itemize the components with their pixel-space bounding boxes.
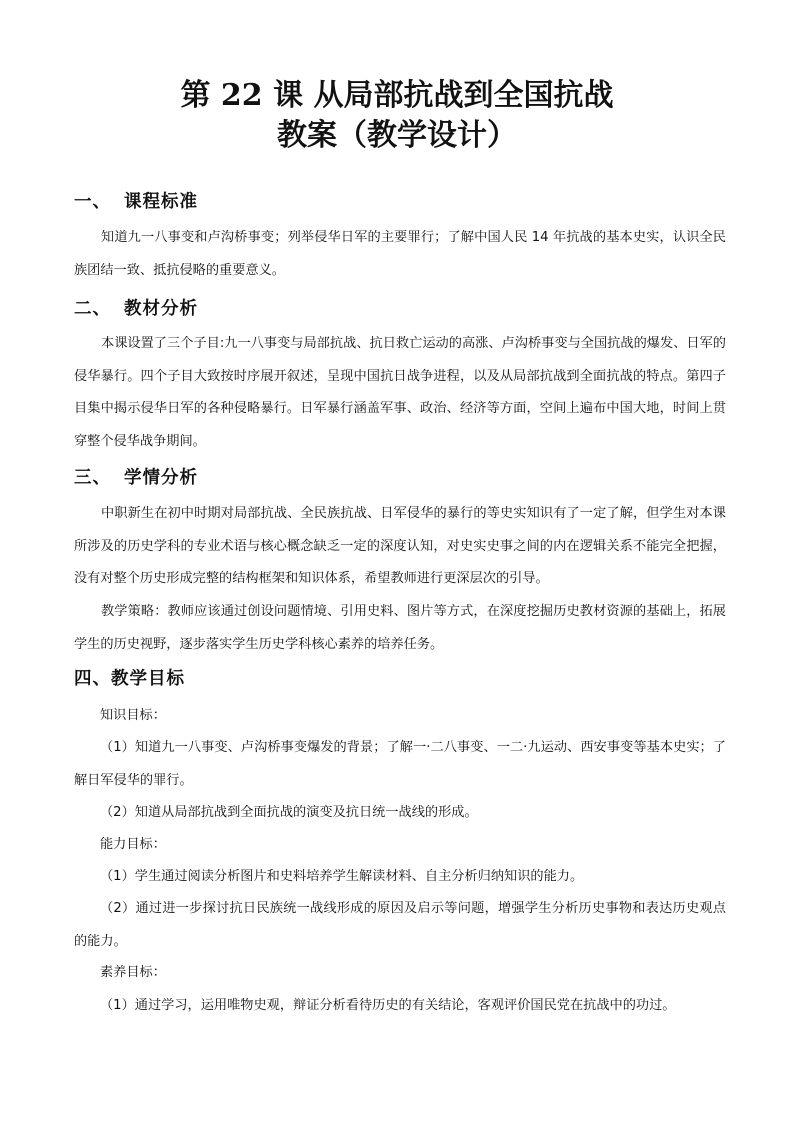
section-number: 三、: [74, 468, 111, 488]
literacy-objective-item: （1）通过学习，运用唯物史观，辩证分析看待历史的有关结论，客观评价国民党在抗战中的功过。: [100, 998, 676, 1013]
strategy-paragraph: 教学策略：教师应该通过创设问题情境、引用史料、图片等方式，在深度挖掘历史教材资源的基础上，拓展学生的历史视野，逐步落实学生历史学科核心素养的培养任务。: [74, 604, 726, 652]
literacy-objectives-label: 素养目标：: [100, 965, 166, 980]
ability-objectives-label: 能力目标：: [100, 837, 166, 852]
section-title: 学情分析: [124, 468, 198, 488]
textbook-paragraph: 本课设置了三个子目:九一八事变与局部抗战、抗日救亡运动的高涨、卢沟桥事变与全国抗战的爆发、日军的侵华暴行。四个子目大致按时序展开叙述，呈现中国抗日战争进程，以及从局部抗战到全面抗战的特点。第四子目集中揭示侵华日军的各种侵略暴行。日军暴行涵盖军事、政治、经济等方面，空间上遍布中国大地，时间上贯穿整个侵华战争期间。: [74, 336, 726, 449]
section-title: 四、教学目标: [74, 669, 185, 689]
lesson-title: 第 22 课 从局部抗战到全国抗战: [180, 78, 614, 113]
section-title: 教材分析: [124, 299, 198, 319]
curriculum-paragraph: 知道九一八事变和卢沟桥事变；列举侵华日军的主要罪行；了解中国人民 14 年抗战的基本史实，认识全民族团结一致、抵抗侵略的重要意义。: [74, 230, 726, 278]
ability-objective-item: （1）学生通过阅读分析图片和史料培养学生解读材料、自主分析归纳知识的能力。: [100, 869, 584, 884]
knowledge-objectives-label: 知识目标：: [100, 708, 166, 723]
section-number: 一、: [74, 192, 111, 212]
section-heading-students: [74, 466, 198, 490]
section-heading-textbook: [74, 297, 198, 321]
knowledge-objective-item: （1）知道九一八事变、卢沟桥事变爆发的背景；了解一·二八事变、一二·九运动、西安事变等基本史实；了解日军侵华的罪行。: [74, 740, 726, 788]
knowledge-objective-item: （2）知道从局部抗战到全面抗战的演变及抗日统一战线的形成。: [100, 805, 478, 820]
section-heading-objectives: [74, 667, 185, 691]
section-heading-curriculum: [74, 190, 198, 214]
section-number: 二、: [74, 299, 111, 319]
lesson-subtitle: 教案（教学设计）: [277, 118, 517, 153]
section-title: 课程标准: [124, 192, 198, 212]
ability-objective-item: （2）通过进一步探讨抗日民族统一战线形成的原因及启示等问题，增强学生分析历史事物和表达历史观点的能力。: [74, 901, 726, 949]
students-paragraph: 中职新生在初中时期对局部抗战、全民族抗战、日军侵华的暴行的等史实知识有了一定了解，但学生对本课所涉及的历史学科的专业术语与核心概念缺乏一定的深度认知，对史实史事之间的内在逻辑关系不能完全把握，没有对整个历史形成完整的结构框架和知识体系，希望教师进行更深层次的引导。: [74, 506, 726, 586]
